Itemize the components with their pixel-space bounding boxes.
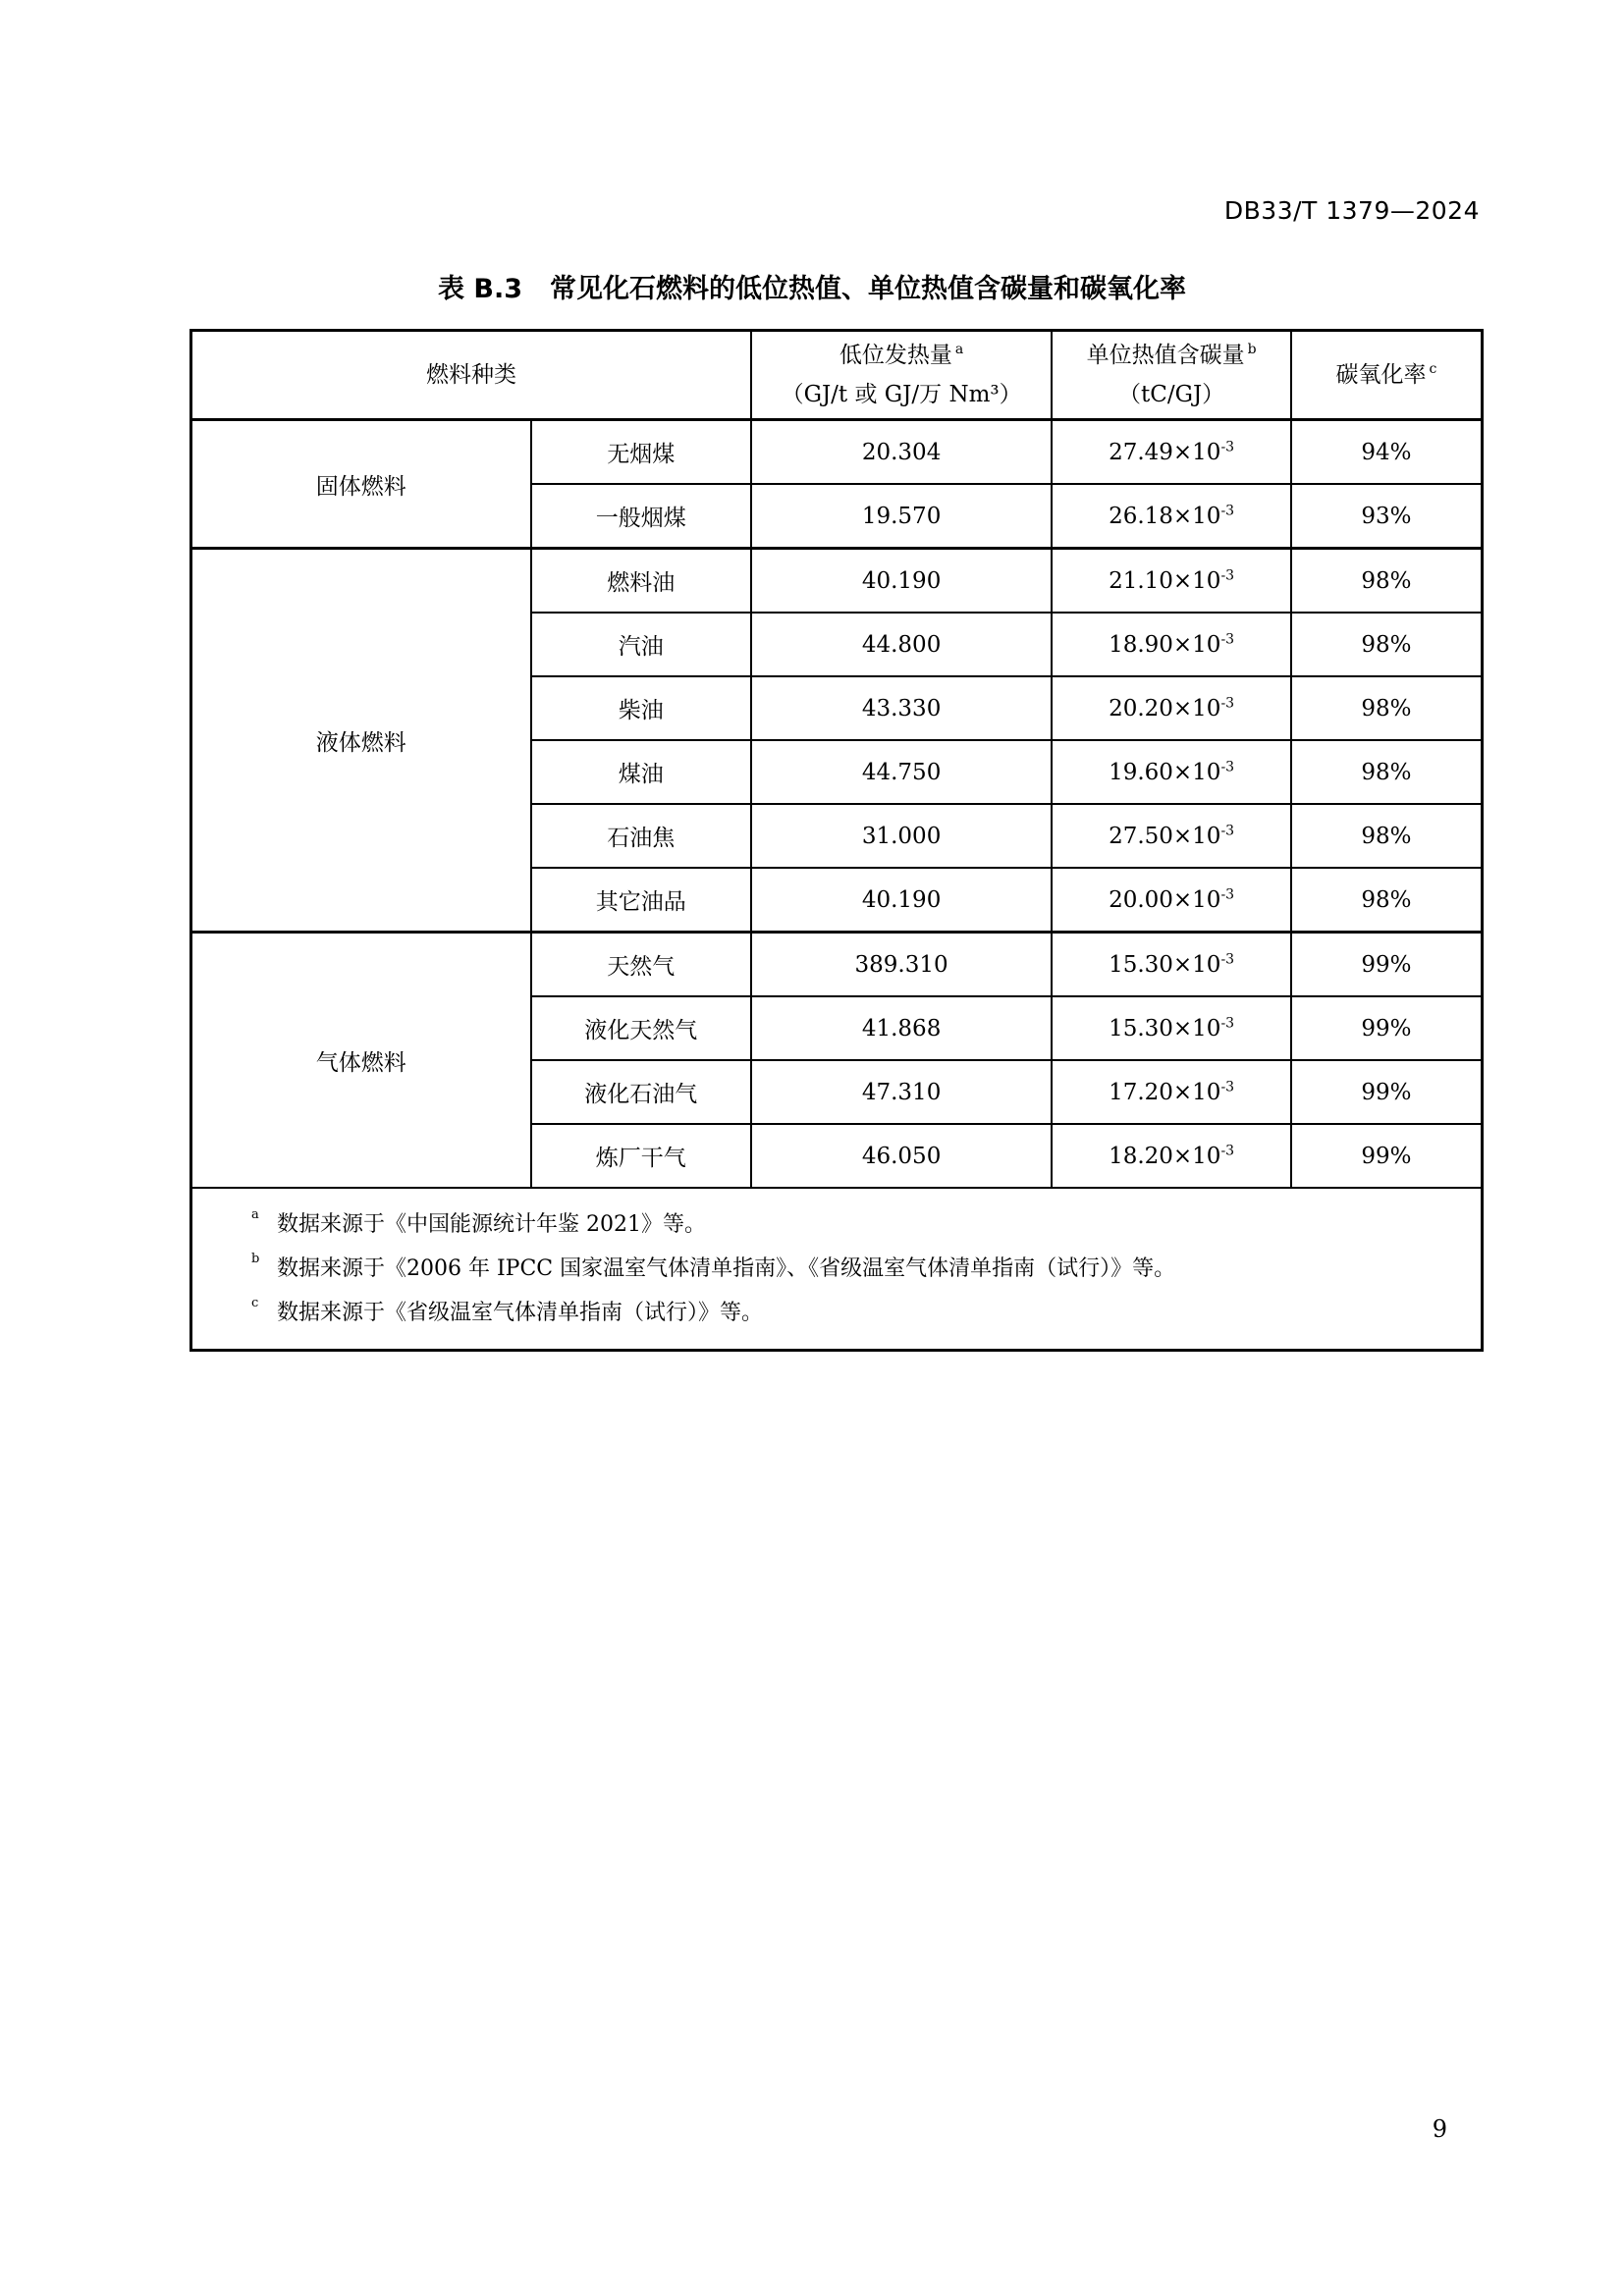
carbon-content-cell: [1052, 484, 1291, 549]
ncv-cell: 41.868: [751, 996, 1052, 1060]
exponent: -3: [1220, 1142, 1235, 1158]
fuel-name-cell: 无烟煤: [531, 420, 751, 485]
page-number: 9: [1432, 2115, 1447, 2143]
carbon-content-value: 27.50×10: [1109, 823, 1221, 849]
exponent: -3: [1220, 630, 1235, 647]
ncv-cell: 389.310: [751, 933, 1052, 997]
table-row: [191, 420, 1483, 485]
oxidation-rate-cell: 99%: [1291, 996, 1483, 1060]
carbon-content-value: 20.00×10: [1109, 886, 1221, 913]
fuel-category-cell: 固体燃料: [191, 420, 531, 549]
fuel-name-cell: 一般烟煤: [531, 484, 751, 549]
header-fuel-type: 燃料种类: [191, 331, 751, 420]
header-ncv: 低位发热量 $^a$ （GJ/t 或 GJ/万 Nm³）: [751, 331, 1052, 420]
footnote-text: 数据来源于《省级温室气体清单指南（试行）》等。: [277, 1301, 764, 1325]
notes-row: [191, 1188, 1483, 1351]
fuel-name-cell: 柴油: [531, 676, 751, 740]
carbon-content-value: 26.18×10: [1109, 503, 1221, 529]
carbon-content-cell: [1052, 613, 1291, 676]
ncv-cell: 44.800: [751, 613, 1052, 676]
ncv-cell: 44.750: [751, 740, 1052, 804]
ncv-cell: 40.190: [751, 868, 1052, 933]
table-title-text: 常见化石燃料的低位热值、单位热值含碳量和碳氧化率: [550, 274, 1187, 304]
oxidation-rate-cell: 98%: [1291, 613, 1483, 676]
fuel-name-cell: 汽油: [531, 613, 751, 676]
carbon-content-cell: [1052, 420, 1291, 485]
footnote-mark-a: a: [954, 342, 964, 358]
carbon-content-value: 18.90×10: [1109, 631, 1221, 658]
fuel-name-cell: 煤油: [531, 740, 751, 804]
fuel-name-cell: 燃料油: [531, 549, 751, 614]
fuel-category-cell: 液体燃料: [191, 549, 531, 933]
exponent: -3: [1220, 758, 1235, 774]
header-ncv-unit: （GJ/t 或 GJ/万 Nm³）: [781, 382, 1022, 407]
carbon-content-value: 18.20×10: [1109, 1143, 1221, 1169]
ncv-cell: 31.000: [751, 804, 1052, 868]
oxidation-rate-cell: 98%: [1291, 549, 1483, 614]
carbon-content-cell: [1052, 1124, 1291, 1188]
ncv-cell: 46.050: [751, 1124, 1052, 1188]
exponent: -3: [1220, 566, 1235, 583]
ncv-cell: 19.570: [751, 484, 1052, 549]
carbon-content-value: 27.49×10: [1109, 439, 1221, 465]
header-carbon-content-unit: （tC/GJ）: [1117, 382, 1225, 407]
fuel-name-cell: 液化天然气: [531, 996, 751, 1060]
exponent: -3: [1220, 694, 1235, 711]
exponent: -3: [1220, 885, 1235, 902]
carbon-content-cell: [1052, 676, 1291, 740]
table-number: 表 B.3: [437, 274, 523, 304]
carbon-content-value: 17.20×10: [1109, 1079, 1221, 1105]
oxidation-rate-cell: 93%: [1291, 484, 1483, 549]
footnote-mark: a: [251, 1207, 259, 1222]
table-row: [191, 549, 1483, 614]
oxidation-rate-cell: 99%: [1291, 933, 1483, 997]
oxidation-rate-cell: 98%: [1291, 740, 1483, 804]
carbon-content-value: 20.20×10: [1109, 695, 1221, 721]
oxidation-rate-cell: 94%: [1291, 420, 1483, 485]
carbon-content-value: 19.60×10: [1109, 759, 1221, 785]
ncv-cell: 47.310: [751, 1060, 1052, 1124]
table-body: [191, 420, 1483, 1189]
carbon-content-value: 15.30×10: [1109, 1015, 1221, 1041]
carbon-content-cell: [1052, 549, 1291, 614]
footnote-mark-b: b: [1247, 342, 1257, 358]
carbon-content-cell: [1052, 868, 1291, 933]
ncv-cell: 43.330: [751, 676, 1052, 740]
footnote-text: 数据来源于《中国能源统计年鉴 2021》等。: [277, 1212, 706, 1237]
carbon-content-value: 21.10×10: [1109, 567, 1221, 594]
carbon-content-cell: [1052, 933, 1291, 997]
table-row: [191, 933, 1483, 997]
header-carbon-content: 单位热值含碳量 $^b$ （tC/GJ）: [1052, 331, 1291, 420]
carbon-content-value: 15.30×10: [1109, 951, 1221, 978]
exponent: -3: [1220, 950, 1235, 967]
oxidation-rate-cell: 98%: [1291, 676, 1483, 740]
fuel-name-cell: 其它油品: [531, 868, 751, 933]
fuel-name-cell: 天然气: [531, 933, 751, 997]
table-title: [0, 267, 1624, 305]
oxidation-rate-cell: 98%: [1291, 804, 1483, 868]
carbon-content-cell: [1052, 740, 1291, 804]
oxidation-rate-cell: 99%: [1291, 1124, 1483, 1188]
oxidation-rate-cell: 98%: [1291, 868, 1483, 933]
fuel-name-cell: 炼厂干气: [531, 1124, 751, 1188]
fuel-name-cell: 石油焦: [531, 804, 751, 868]
footnote: [251, 1202, 1481, 1247]
document-code: DB33/T 1379—2024: [1223, 196, 1480, 225]
carbon-content-cell: [1052, 1060, 1291, 1124]
fuel-category-cell: 气体燃料: [191, 933, 531, 1189]
header-oxidation-rate: 碳氧化率 $^c$: [1291, 331, 1483, 420]
footnote-mark: b: [251, 1252, 260, 1266]
exponent: -3: [1220, 822, 1235, 838]
fuel-name-cell: 液化石油气: [531, 1060, 751, 1124]
footnote-mark-c: c: [1429, 361, 1437, 378]
carbon-content-cell: [1052, 996, 1291, 1060]
footnote: [251, 1291, 1481, 1335]
exponent: -3: [1220, 1078, 1235, 1095]
footnote: [251, 1247, 1481, 1291]
fuel-data-table: [189, 329, 1484, 1352]
exponent: -3: [1220, 1014, 1235, 1031]
table-notes: [191, 1188, 1483, 1351]
table-header-row: [191, 331, 1483, 420]
oxidation-rate-cell: 99%: [1291, 1060, 1483, 1124]
ncv-cell: 40.190: [751, 549, 1052, 614]
exponent: -3: [1220, 438, 1235, 454]
footnote-mark: c: [251, 1296, 259, 1310]
ncv-cell: 20.304: [751, 420, 1052, 485]
footnote-text: 数据来源于《2006 年 IPCC 国家温室气体清单指南》、《省级温室气体清单指南（试行）》等。: [277, 1256, 1176, 1281]
carbon-content-cell: [1052, 804, 1291, 868]
exponent: -3: [1220, 502, 1235, 518]
